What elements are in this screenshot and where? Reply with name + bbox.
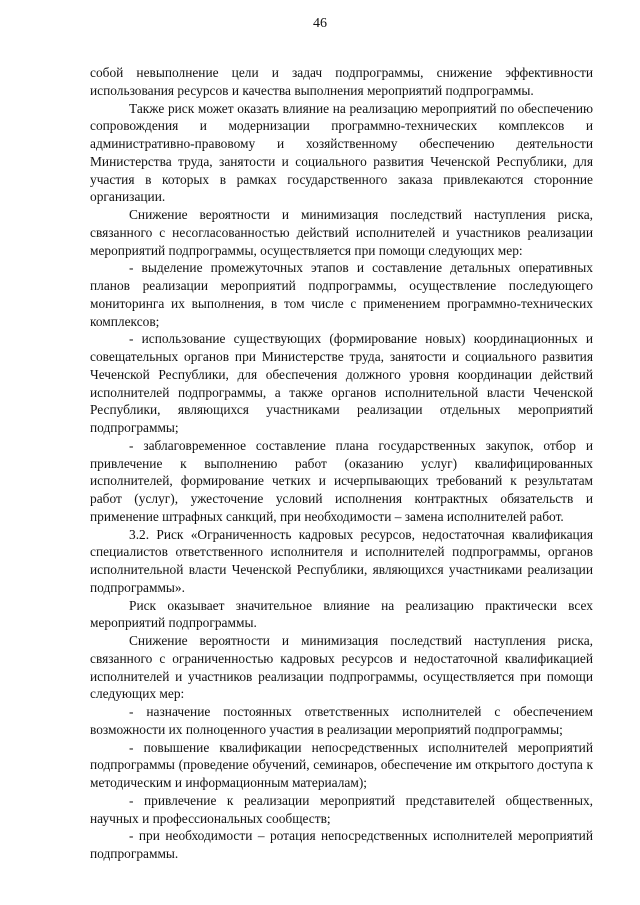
measure-item-7: - при необходимости – ротация непосредственных исполнителей мероприятий подпрограммы.: [90, 828, 593, 861]
paragraph-measures-intro-1: Снижение вероятности и минимизация последствий наступления риска, связанного с несогласованностью действий исполнителей и участников реализации мероприятий подпрограммы, осуществляется при помощи следующих мер:: [90, 207, 593, 258]
paragraph-measures-intro-2: Снижение вероятности и минимизация последствий наступления риска, связанного с ограниченностью кадровых ресурсов и недостаточной квалификацией исполнителей и участников реализации подпрограммы, осуществляется при помощи следующих мер:: [90, 633, 593, 702]
measure-item-4: - назначение постоянных ответственных исполнителей с обеспечением возможности их полноценного участия в реализации мероприятий подпрограммы;: [90, 704, 593, 737]
section-3-2-heading: 3.2. Риск «Ограниченность кадровых ресурсов, недостаточная квалификация специалистов ответственного исполнителя и исполнителей подпрограммы, органов исполнительной власти Чеченской Республики, являющихся участниками реализации подпрограммы».: [90, 526, 593, 595]
measure-item-3: - заблаговременное составление плана государственных закупок, отбор и привлечение к выполнению работ (оказанию услуг) квалифицированных исполнителей, формирование четких и исчерпывающих требований к результатам работ (услуг), ужесточение условий исполнения контрактных обязательств и применение штрафных санкций, при необходимости – замена исполнителей работ.: [90, 437, 593, 524]
measure-item-2: - использование существующих (формирование новых) координационных и совещательных органов при Министерстве труда, занятости и социального развития Чеченской Республики, для обеспечения должного уровня координации действий исполнителей подпрограммы, а также органов исполнительной власти Чеченской Республики, являющихся участниками реализации отдельных мероприятий подпрограммы;: [90, 331, 593, 435]
page-number: 46: [313, 16, 327, 31]
measure-item-1: - выделение промежуточных этапов и составление детальных оперативных планов реализации мероприятий подпрограммы, осуществление последующего мониторинга их выполнения, в том числе с применением программно-технических комплексов;: [90, 260, 593, 329]
paragraph-continuation: собой невыполнение цели и задач подпрограммы, снижение эффективности использования ресурсов и качества выполнения мероприятий подпрограммы.: [90, 65, 593, 98]
paragraph-risk-impact: Риск оказывает значительное влияние на реализацию практически всех мероприятий подпрограммы.: [90, 597, 593, 631]
paragraph-risk-influence: Также риск может оказать влияние на реализацию мероприятий по обеспечению сопровождения и модернизации программно-технических комплексов и административно-правовому и хозяйственному обеспечению деятельности Министерства труда, занятости и социального развития Чеченской Республики, для участия в которых в рамках государственного заказа привлекаются сторонние организации.: [90, 100, 593, 205]
measure-item-6: - привлечение к реализации мероприятий представителей общественных, научных и профессиональных сообществ;: [90, 792, 593, 826]
measure-item-5: - повышение квалификации непосредственных исполнителей мероприятий подпрограммы (проведение обучений, семинаров, обеспечение им открытого доступа к методическим и информационным материалам);: [90, 739, 593, 790]
document-body: [90, 64, 593, 863]
